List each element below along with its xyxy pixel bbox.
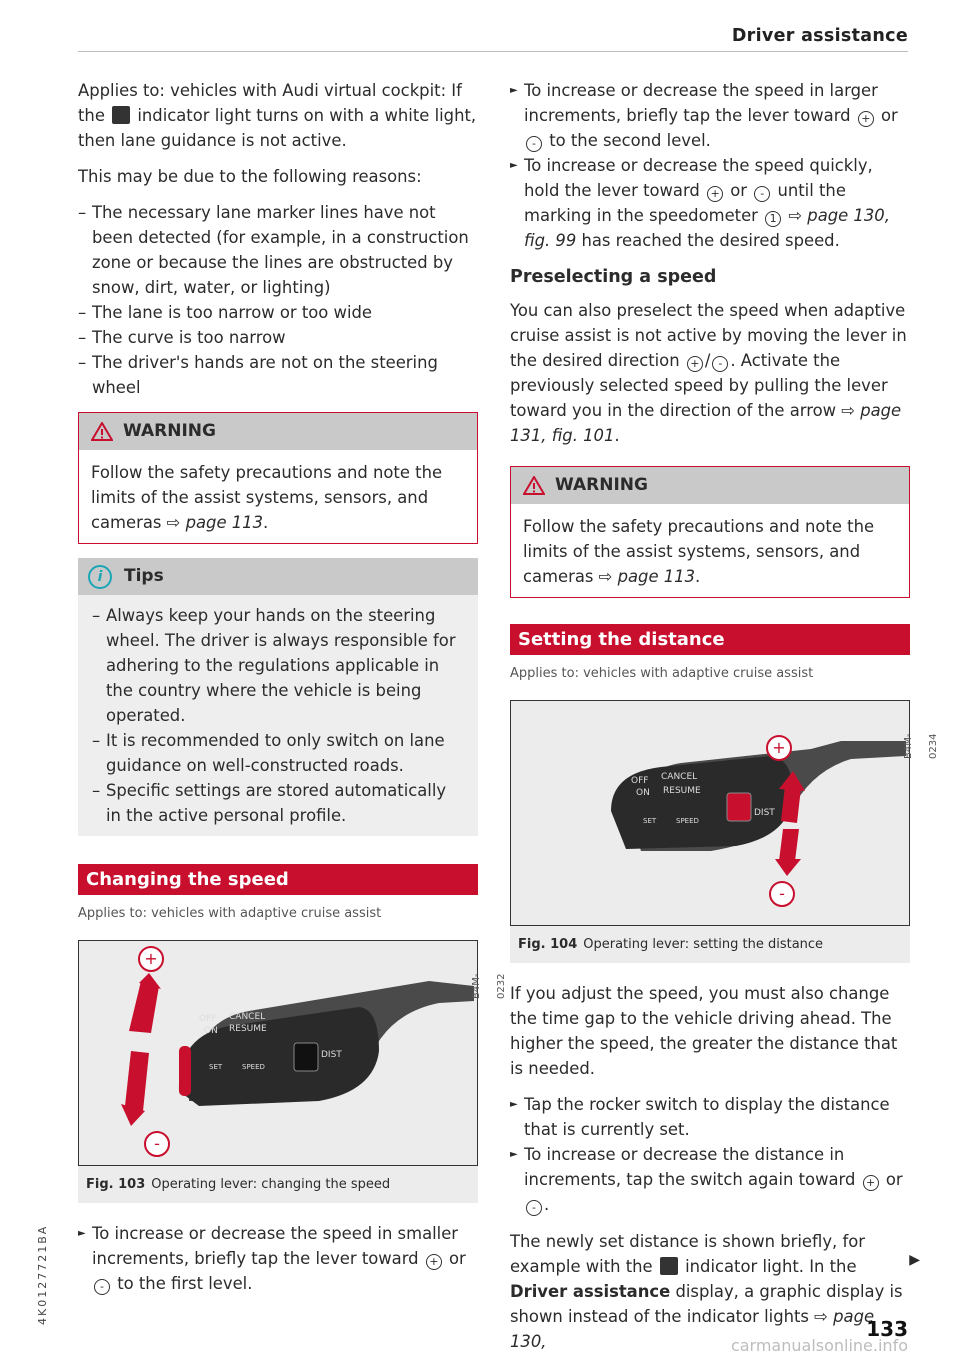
plus-symbol-icon: + xyxy=(426,1254,442,1270)
applies-to-note: Applies to: vehicles with adaptive cruise assist xyxy=(78,906,382,921)
applies-to-note: Applies to: vehicles with adaptive cruise assist xyxy=(510,666,814,681)
list-item: – The curve is too narrow xyxy=(78,325,478,350)
cancel-label: CANCEL xyxy=(661,772,698,782)
plus-icon: + xyxy=(772,738,786,757)
reasons-list xyxy=(78,200,478,400)
page-ref-link[interactable]: ⇨ page 113 xyxy=(598,567,696,586)
speed-steps-list xyxy=(78,1221,478,1296)
info-icon: i xyxy=(88,565,112,589)
cancel-label: CANCEL xyxy=(229,1012,266,1022)
list-item: – It is recommended to only switch on lane guidance on well-constructed roads. xyxy=(92,728,464,778)
set-label: SET xyxy=(643,817,657,825)
minus-symbol-icon: - xyxy=(754,186,770,202)
callout-number-icon: 1 xyxy=(765,211,781,227)
off-label: OFF xyxy=(199,1014,217,1024)
speed-steps-list-continued xyxy=(510,78,910,253)
lever-illustration xyxy=(511,701,909,925)
list-item: – Always keep your hands on the steering wheel. The driver is always responsible for adhering to the regulations applicable in the country where the vehicle is being operated. xyxy=(92,603,464,728)
plus-symbol-icon: + xyxy=(858,111,874,127)
tips-header: i Tips xyxy=(78,558,478,595)
list-item: ► To increase or decrease the speed in smaller increments, briefly tap the lever toward + or - to the first level. xyxy=(78,1221,478,1296)
section-heading-setting-distance: Setting the distance xyxy=(510,624,910,655)
speed-label: SPEED xyxy=(242,1063,265,1071)
dist-label: DIST xyxy=(321,1050,342,1060)
right-column xyxy=(510,78,939,1365)
warning-box xyxy=(510,466,910,598)
reasons-intro: This may be due to the following reasons: xyxy=(78,167,422,186)
list-item: – The lane is too narrow or too wide xyxy=(78,300,478,325)
figure-code: B4M-0234 xyxy=(903,733,939,759)
plus-symbol-icon: + xyxy=(863,1175,879,1191)
distance-paragraph: If you adjust the speed, you must also change the time gap to the vehicle driving ahead. The higher the speed, the greater the distance that is needed. xyxy=(510,984,898,1078)
warning-box xyxy=(78,412,478,544)
figure-code: B4M-0232 xyxy=(471,973,507,999)
plus-symbol-icon: + xyxy=(707,186,723,202)
lane-guidance-indicator-icon xyxy=(112,106,130,124)
warning-triangle-icon xyxy=(91,422,113,441)
list-item: ► Tap the rocker switch to display the distance that is currently set. xyxy=(510,1092,910,1142)
minus-symbol-icon: - xyxy=(712,356,728,372)
page-ref-link[interactable]: ⇨ page 130, fig. 99 xyxy=(524,206,890,250)
resume-label: RESUME xyxy=(663,786,701,796)
final-paragraph: The newly set distance is shown briefly, for example with the indicator light. In the Driver assistance display, a graphic display is shown instead of the indicator lights ⇨ page 130, xyxy=(510,1232,903,1351)
lever-illustration xyxy=(79,941,477,1165)
list-item: – The driver's hands are not on the steering wheel xyxy=(78,350,478,400)
left-column xyxy=(78,78,507,1308)
minus-icon: - xyxy=(779,884,785,903)
figure-lever-speed xyxy=(78,940,507,1166)
minus-icon: - xyxy=(154,1134,160,1153)
page-ref-link[interactable]: ⇨ page 130, xyxy=(510,1307,875,1351)
on-label: ON xyxy=(204,1026,218,1036)
continue-arrow-icon: ▶ xyxy=(909,1252,920,1268)
speed-label: SPEED xyxy=(676,817,699,825)
on-label: ON xyxy=(636,788,650,798)
distance-steps-list xyxy=(510,1092,910,1217)
plus-symbol-icon: + xyxy=(687,356,703,372)
document-code: 4K0127721BA xyxy=(36,1224,49,1325)
warning-header: WARNING xyxy=(79,413,477,450)
warning-text: Follow the safety precautions and note the limits of the assist systems, sensors, and cameras ⇨ page 113. xyxy=(91,463,443,532)
off-label: OFF xyxy=(631,776,649,786)
list-item: – Specific settings are stored automatically in the active personal profile. xyxy=(92,778,464,828)
dist-label: DIST xyxy=(754,808,775,818)
tips-box xyxy=(78,558,478,836)
figure-caption: Fig. 104 Operating lever: setting the distance xyxy=(510,926,910,963)
page-header-title: Driver assistance xyxy=(731,26,908,46)
list-item: – The necessary lane marker lines have not been detected (for example, in a construction zone or because the lines are obstructed by snow, dirt, water, or lighting) xyxy=(78,200,478,300)
minus-symbol-icon: - xyxy=(526,1200,542,1216)
tips-list xyxy=(78,595,478,836)
page-number: 133 xyxy=(866,1317,908,1341)
watermark: carmanualsonline.info xyxy=(730,1336,908,1355)
figure-caption: Fig. 103 Operating lever: changing the speed xyxy=(78,1166,478,1203)
distance-indicator-icon xyxy=(660,1257,678,1275)
preselect-heading: Preselecting a speed xyxy=(510,267,717,287)
page-ref-link[interactable]: ⇨ page 113 xyxy=(166,513,264,532)
section-heading-changing-speed: Changing the speed xyxy=(78,864,478,895)
preselect-paragraph: You can also preselect the speed when adaptive cruise assist is not active by moving the lever in the desired direction + / - . Activate the previously selected speed by pulling the lever toward you in the direction of the arrow ⇨ page 131, fig. 101. xyxy=(510,301,907,445)
warning-triangle-icon xyxy=(523,476,545,495)
list-item: ► To increase or decrease the speed quickly, hold the lever toward + or - until the marking in the speedometer 1 ⇨ page 130, fig. 99 has reached the desired speed. xyxy=(510,153,910,253)
list-item: ► To increase or decrease the distance in increments, tap the switch again toward + or - . xyxy=(510,1142,910,1217)
warning-header: WARNING xyxy=(511,467,909,504)
minus-symbol-icon: - xyxy=(94,1279,110,1295)
page-ref-link[interactable]: ⇨ page 131, fig. 101 xyxy=(510,401,902,445)
set-label: SET xyxy=(209,1063,223,1071)
list-item: ► To increase or decrease the speed in larger increments, briefly tap the lever toward + or - to the second level. xyxy=(510,78,910,153)
resume-label: RESUME xyxy=(229,1024,267,1034)
figure-lever-distance xyxy=(510,700,939,926)
plus-icon: + xyxy=(144,949,158,968)
header-rule xyxy=(78,51,908,52)
intro-paragraph: Applies to: vehicles with Audi virtual cockpit: If the indicator light turns on with a white light, then lane guidance is not active. xyxy=(78,81,477,150)
warning-text: Follow the safety precautions and note the limits of the assist systems, sensors, and cameras ⇨ page 113. xyxy=(523,517,875,586)
minus-symbol-icon: - xyxy=(526,136,542,152)
